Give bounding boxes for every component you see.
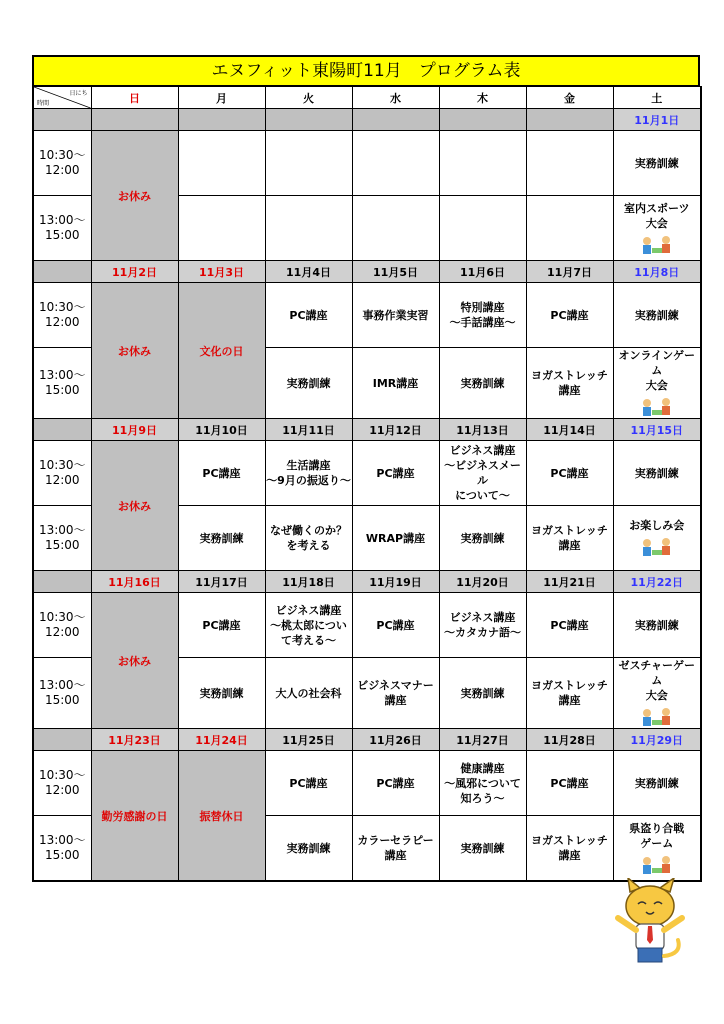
program-cell [265,751,352,816]
slot-row-am [33,283,701,348]
program-label: 事務作業実習 [362,308,429,322]
program-cell [352,593,439,658]
people-playing-illustration [639,854,675,876]
date-row-spacer [33,571,91,593]
date-cell: 11月27日 [439,729,526,751]
program-label: PC講座 [376,776,415,790]
date-cell: 11月9日 [91,419,178,441]
program-label: 実務訓練 [634,156,679,170]
time-cell: 10:30～ 12:00 [33,751,91,816]
people-playing-illustration [639,706,675,728]
program-cell [526,283,613,348]
program-cell [439,131,526,196]
program-cell [613,131,701,196]
program-cell [439,816,526,882]
program-label: PC講座 [202,466,241,480]
program-cell [613,816,701,882]
program-cell [352,196,439,261]
monday-holiday-cell: 文化の日 [178,283,265,419]
program-cell [526,593,613,658]
program-cell [439,348,526,419]
date-row-spacer [33,109,91,131]
sunday-closed-cell: お休み [91,593,178,729]
schedule-table [32,86,702,882]
date-cell [91,109,178,131]
day-header-fri: 金 [526,87,613,109]
program-cell [526,816,613,882]
program-cell [352,283,439,348]
day-header-thu: 木 [439,87,526,109]
monday-holiday-cell: 振替休日 [178,751,265,882]
program-cell [526,658,613,729]
program-cell [265,131,352,196]
program-cell [178,506,265,571]
program-cell [265,348,352,419]
people-playing-illustration [639,234,675,256]
program-label: オンラインゲーム 大会 [618,349,695,392]
corner-cell [33,87,91,109]
program-cell [178,196,265,261]
program-cell [526,196,613,261]
program-label: PC講座 [376,618,415,632]
date-cell: 11月2日 [91,261,178,283]
date-row [33,109,701,131]
program-label: ヨガストレッチ 講座 [531,679,608,707]
program-cell [265,593,352,658]
program-cell [352,816,439,882]
time-cell: 10:30～ 12:00 [33,593,91,658]
program-label: ゼスチャーゲーム 大会 [618,659,695,702]
date-row [33,729,701,751]
date-cell: 11月1日 [613,109,701,131]
program-label: 実務訓練 [286,841,331,855]
program-label: PC講座 [550,308,589,322]
date-cell: 11月15日 [613,419,701,441]
program-label: 実務訓練 [460,376,505,390]
date-cell: 11月28日 [526,729,613,751]
date-cell: 11月7日 [526,261,613,283]
program-label: ヨガストレッチ 講座 [531,834,608,862]
time-cell: 13:00～ 15:00 [33,658,91,729]
program-cell [265,658,352,729]
program-label: WRAP講座 [365,531,426,545]
day-header-sat: 土 [613,87,701,109]
program-cell [613,751,701,816]
program-cell [439,196,526,261]
program-cell [613,658,701,729]
date-cell [265,109,352,131]
date-cell: 11月24日 [178,729,265,751]
date-row-spacer [33,261,91,283]
date-cell: 11月25日 [265,729,352,751]
date-cell: 11月8日 [613,261,701,283]
date-cell: 11月11日 [265,419,352,441]
program-cell [439,441,526,506]
page-title: エヌフィット東陽町11月 プログラム表 [32,55,700,86]
day-header-sun: 日 [91,87,178,109]
time-cell: 10:30～ 12:00 [33,441,91,506]
program-label: PC講座 [289,308,328,322]
program-label: 実務訓練 [199,686,244,700]
program-cell [439,283,526,348]
program-cell [265,196,352,261]
slot-row-am [33,131,701,196]
people-playing-illustration [639,536,675,558]
program-cell [526,441,613,506]
program-cell [526,506,613,571]
program-cell [613,506,701,571]
date-cell: 11月23日 [91,729,178,751]
program-label: カラーセラピー 講座 [357,834,434,862]
day-header-wed: 水 [352,87,439,109]
program-label: 実務訓練 [634,618,679,632]
time-cell: 13:00～ 15:00 [33,506,91,571]
date-row [33,571,701,593]
program-cell [439,506,526,571]
date-cell: 11月17日 [178,571,265,593]
date-cell: 11月29日 [613,729,701,751]
date-cell: 11月3日 [178,261,265,283]
program-cell [178,441,265,506]
program-cell [352,441,439,506]
program-label: PC講座 [550,618,589,632]
program-label: 室内スポーツ 大会 [623,201,690,230]
date-cell: 11月19日 [352,571,439,593]
program-cell [439,593,526,658]
program-cell [352,506,439,571]
date-cell [439,109,526,131]
program-label: 生活講座 ～9月の振返り～ [266,459,351,487]
program-cell [526,348,613,419]
program-label: ビジネス講座 ～カタカナ語～ [444,611,521,639]
date-cell: 11月13日 [439,419,526,441]
program-cell [265,506,352,571]
program-cell [526,751,613,816]
date-row-spacer [33,729,91,751]
date-cell [352,109,439,131]
program-cell [613,196,701,261]
program-label: PC講座 [550,466,589,480]
date-cell: 11月16日 [91,571,178,593]
people-playing-illustration [639,396,675,418]
day-header-tue: 火 [265,87,352,109]
date-cell [178,109,265,131]
program-label: ビジネス講座 ～ビジネスメール について～ [444,444,521,502]
date-cell: 11月6日 [439,261,526,283]
program-label: PC講座 [202,618,241,632]
program-cell [178,131,265,196]
program-cell [439,751,526,816]
program-label: ヨガストレッチ 講座 [531,524,608,552]
sunday-closed-cell: お休み [91,283,178,419]
program-cell [265,441,352,506]
program-label: お楽しみ会 [629,519,685,532]
program-label: ビジネス講座 ～桃太郎につい て考える～ [270,603,347,647]
program-label: ビジネスマナー 講座 [357,679,434,707]
program-cell [178,658,265,729]
program-cell [613,441,701,506]
program-label: なぜ働くのか？ を考える [270,524,347,552]
program-cell [613,593,701,658]
program-label: PC講座 [376,466,415,480]
program-cell [352,751,439,816]
program-label: 実務訓練 [634,466,679,480]
program-label: 実務訓練 [634,776,679,790]
program-cell [613,348,701,419]
program-cell [526,131,613,196]
program-cell [265,816,352,882]
program-label: 実務訓練 [286,376,331,390]
date-cell: 11月10日 [178,419,265,441]
time-cell: 13:00～ 15:00 [33,196,91,261]
program-label: 県盗り合戦 ゲーム [629,821,685,850]
date-row [33,261,701,283]
program-label: PC講座 [550,776,589,790]
program-label: 実務訓練 [199,531,244,545]
program-cell [439,658,526,729]
time-cell: 13:00～ 15:00 [33,816,91,882]
date-cell: 11月5日 [352,261,439,283]
time-cell: 10:30～ 12:00 [33,131,91,196]
date-cell: 11月22日 [613,571,701,593]
program-label: 実務訓練 [460,841,505,855]
date-cell: 11月18日 [265,571,352,593]
corner-date-label: 日にち [69,90,88,97]
date-row-spacer [33,419,91,441]
date-row [33,419,701,441]
program-label: PC講座 [289,776,328,790]
slot-row-am [33,441,701,506]
slot-row-am [33,593,701,658]
schedule-sheet [32,55,700,882]
time-cell: 10:30～ 12:00 [33,283,91,348]
program-label: 実務訓練 [460,686,505,700]
cat-mascot-illustration [612,878,688,968]
program-label: ヨガストレッチ 講座 [531,369,608,397]
program-label: 実務訓練 [634,308,679,322]
program-label: 大人の社会科 [275,686,342,700]
corner-time-label: 時間 [37,100,50,107]
program-cell [613,283,701,348]
date-cell [526,109,613,131]
sunday-closed-cell: 勤労感謝の日 [91,751,178,882]
date-cell: 11月20日 [439,571,526,593]
program-cell [265,283,352,348]
sunday-closed-cell: お休み [91,441,178,571]
program-cell [352,131,439,196]
program-label: 特別講座 ～手話講座～ [449,301,516,329]
program-label: 実務訓練 [460,531,505,545]
date-cell: 11月12日 [352,419,439,441]
day-header-mon: 月 [178,87,265,109]
program-cell [352,348,439,419]
sunday-closed-cell: お休み [91,131,178,261]
program-label: IMR講座 [372,376,419,390]
date-cell: 11月4日 [265,261,352,283]
slot-row-am [33,751,701,816]
date-cell: 11月14日 [526,419,613,441]
date-cell: 11月21日 [526,571,613,593]
program-cell [352,658,439,729]
header-row [33,87,701,109]
program-label: 健康講座 ～風邪について 知ろう～ [444,761,521,805]
time-cell: 13:00～ 15:00 [33,348,91,419]
program-cell [178,593,265,658]
date-cell: 11月26日 [352,729,439,751]
